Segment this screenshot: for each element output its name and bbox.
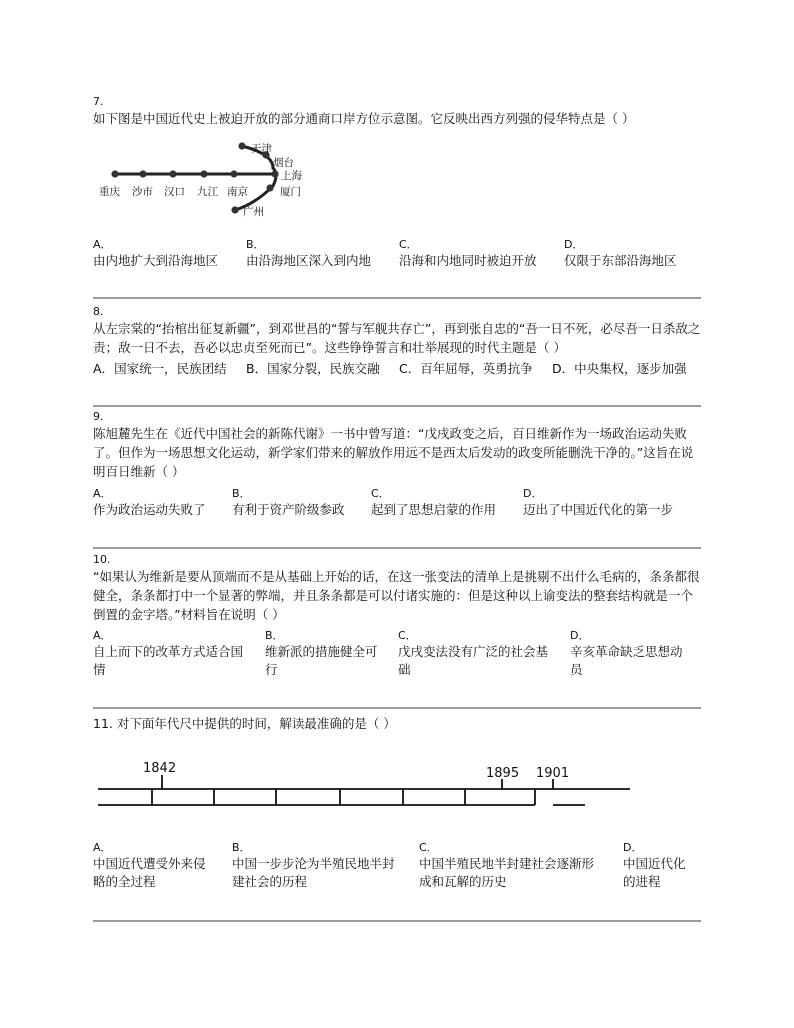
option-text-line: 建社会的历程	[232, 874, 308, 889]
option-text: 由沿海地区深入到内地	[246, 253, 372, 268]
option-label: B．	[232, 487, 251, 500]
question-number: 10.	[93, 553, 111, 566]
city-dot-hankou	[169, 170, 176, 177]
divider	[93, 297, 701, 299]
option-text-line: 中国近代遭受外来侵	[93, 856, 206, 871]
timeline-year-label: 1842	[143, 761, 177, 776]
question-number: 8.	[93, 305, 104, 318]
option-b[interactable]	[232, 487, 345, 519]
option-label: A．	[93, 629, 112, 642]
city-label: 天津	[251, 143, 272, 155]
option-label: A．	[93, 361, 115, 376]
divider	[93, 920, 701, 922]
option-b[interactable]	[246, 238, 371, 270]
option-c[interactable]	[398, 629, 566, 679]
divider	[93, 547, 701, 549]
question-stem: 从左宗棠的“抬棺出征复新疆”，到邓世昌的“誓与军舰共存亡”，再到张自忠的“吾一日不死，必尽吾一日杀敌之责；敌一日不去，吾必以忠贞至死而已”。这些铮铮誓言和壮举展现的时代主题是（ ）	[93, 321, 701, 355]
option-label: C．	[399, 361, 421, 376]
option-text-line: 戊戌变法没有广泛的社会基	[398, 644, 549, 659]
question-number: 7.	[93, 95, 104, 108]
city-dot-shanghai	[271, 170, 278, 177]
option-label: B．	[265, 629, 284, 642]
city-dot-guangzhou	[231, 206, 238, 213]
option-text: 百年屈辱，英勇抗争	[420, 361, 533, 376]
divider	[93, 707, 701, 709]
option-a[interactable]	[93, 360, 227, 378]
question-stem: “如果认为维新是要从顶端而不是从基础上开始的话，在这一张变法的清单上是挑剔不出什么毛病的，条条都很健全，条条都打中一个显著的弊端，并且条条都是可以付诸实施的：但是这种以上谕变法的整套结构就是一个倒置的金字塔。”材料旨在说明（ ）	[93, 569, 700, 622]
question-11	[93, 714, 701, 733]
option-text: 起到了思想启蒙的作用	[371, 502, 497, 517]
option-a[interactable]	[93, 487, 206, 519]
option-label: C．	[398, 629, 417, 642]
option-text-line: 中国一步步沦为半殖民地半封	[232, 856, 395, 871]
option-text-line: 维新派的措施健全可	[265, 644, 378, 659]
city-label: 南京	[227, 186, 248, 198]
city-dot-tianjin	[238, 142, 245, 149]
option-label: D．	[623, 841, 643, 854]
treaty-ports-map	[95, 138, 315, 220]
option-label: D．	[523, 487, 543, 500]
question-9	[93, 410, 701, 481]
option-label: C．	[371, 487, 390, 500]
option-d[interactable]	[623, 841, 701, 891]
city-dot-chongqing	[111, 170, 118, 177]
option-c[interactable]	[399, 360, 533, 378]
option-text-line: 成和瓦解的历史	[419, 874, 507, 889]
option-label: A．	[93, 487, 112, 500]
option-d[interactable]	[564, 238, 677, 270]
option-text-line: 行	[265, 662, 278, 677]
option-text: 作为政治运动失败了	[93, 502, 206, 517]
option-text-line: 员	[570, 662, 583, 677]
city-label: 广州	[243, 206, 264, 218]
option-label: D．	[552, 361, 575, 376]
question-number: 9.	[93, 410, 104, 423]
timeline-year-label: 1901	[536, 766, 570, 781]
option-text-line: 中国半殖民地半封建社会逐渐形	[419, 856, 595, 871]
option-a[interactable]	[93, 238, 218, 270]
option-text: 有利于资产阶级参政	[232, 502, 345, 517]
question-7	[93, 95, 701, 128]
city-dot-shashi	[139, 170, 146, 177]
option-d[interactable]	[552, 360, 687, 378]
question-10	[93, 553, 701, 624]
option-label: C．	[419, 841, 438, 854]
question-stem: 如下图是中国近代史上被迫开放的部分通商口岸方位示意图。它反映出西方列强的侵华特点是（ ）	[93, 111, 635, 126]
divider	[93, 405, 701, 407]
option-b[interactable]	[246, 360, 380, 378]
option-label: B．	[246, 238, 265, 251]
question-8	[93, 305, 701, 357]
option-label: C．	[399, 238, 418, 251]
timeline-year-label: 1895	[486, 766, 520, 781]
option-c[interactable]	[399, 238, 537, 270]
option-text-line: 自上而下的改革方式适合国	[93, 644, 244, 659]
option-b[interactable]	[265, 629, 393, 679]
city-dot-jiujiang	[200, 170, 207, 177]
option-a[interactable]	[93, 841, 228, 891]
question-stem: 陈旭麓先生在《近代中国社会的新陈代谢》一书中曾写道：“戊戌政变之后，百日维新作为一场政治运动失败了。但作为一场思想文化运动，新学家们带来的解放作用远不是西太后发动的政变所能删洗干净的。”这旨在说明百日维新（ ）	[93, 426, 694, 479]
city-label: 沙市	[132, 186, 153, 198]
option-label: B．	[232, 841, 251, 854]
option-text: 仅限于东部沿海地区	[564, 253, 677, 268]
city-dot-nanjing	[230, 170, 237, 177]
option-text: 迈出了中国近代化的第一步	[523, 502, 674, 517]
option-text-line: 辛亥革命缺乏思想动	[570, 644, 683, 659]
timeline-ruler	[98, 755, 633, 815]
option-label: B．	[246, 361, 268, 376]
option-text: 国家统一，民族团结	[114, 361, 227, 376]
option-d[interactable]	[570, 629, 700, 679]
option-c[interactable]	[371, 487, 496, 519]
city-dot-xiamen	[266, 184, 273, 191]
city-label: 九江	[197, 186, 218, 198]
city-label: 烟台	[273, 157, 294, 169]
option-label: D．	[564, 238, 584, 251]
question-stem: 11. 对下面年代尺中提供的时间，解读最准确的是（ ）	[93, 716, 396, 731]
city-label: 重庆	[99, 186, 120, 198]
option-text: 由内地扩大到沿海地区	[93, 253, 219, 268]
option-c[interactable]	[419, 841, 619, 891]
option-text: 国家分裂，民族交融	[267, 361, 380, 376]
option-text: 沿海和内地同时被迫开放	[399, 253, 537, 268]
city-label: 汉口	[164, 186, 185, 198]
option-a[interactable]	[93, 629, 261, 679]
option-d[interactable]	[523, 487, 673, 519]
option-label: A．	[93, 841, 112, 854]
city-label: 厦门	[280, 186, 301, 198]
option-text: 中央集权，逐步加强	[574, 361, 687, 376]
option-text-line: 略的全过程	[93, 874, 156, 889]
option-b[interactable]	[232, 841, 417, 891]
option-text-line: 础	[398, 662, 411, 677]
city-label: 上海	[281, 170, 302, 182]
option-label: D．	[570, 629, 590, 642]
option-text-line: 中国近代化	[623, 856, 686, 871]
option-text-line: 的进程	[623, 874, 661, 889]
option-text-line: 情	[93, 662, 106, 677]
option-label: A．	[93, 238, 112, 251]
